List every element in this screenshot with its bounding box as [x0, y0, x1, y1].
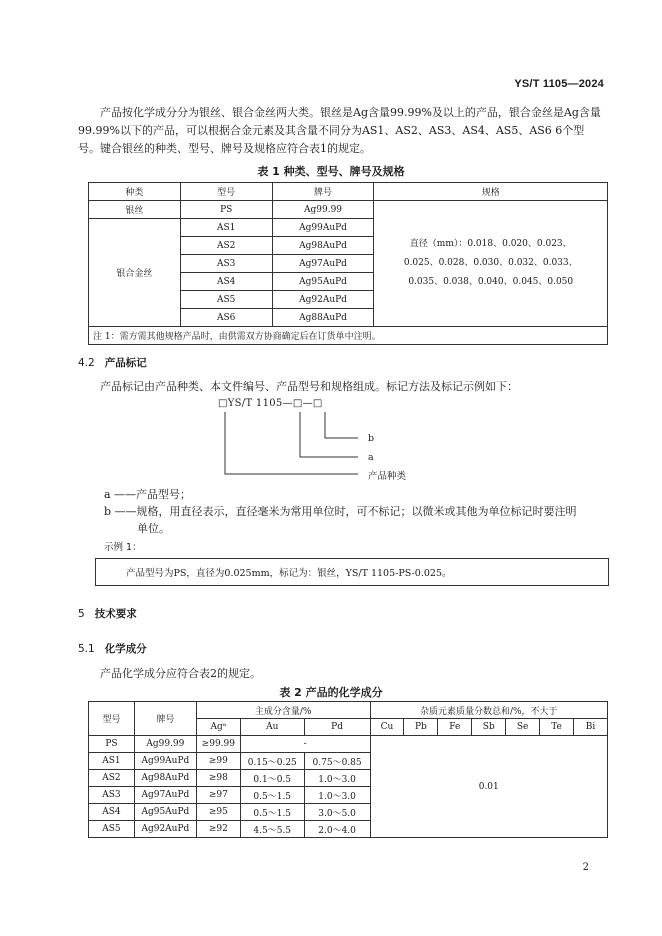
- table2-grade: Ag99.99: [134, 736, 196, 753]
- section-5-1-heading: [78, 641, 147, 656]
- diagram-label-kind: 产品种类: [368, 471, 407, 482]
- table2-pd: 0.75～0.85: [304, 753, 370, 770]
- table2-grade: Ag97AuPd: [134, 787, 196, 804]
- table2-ag: ≥99: [196, 753, 240, 770]
- table2-grade: Ag99AuPd: [134, 753, 196, 770]
- example-box: [95, 558, 609, 586]
- leader-line-b: [325, 412, 358, 438]
- table2-ag: ≥97: [196, 787, 240, 804]
- table2-col-se: Se: [506, 719, 540, 736]
- table1-title: 表 1 种类、型号、牌号及规格: [257, 165, 405, 178]
- standard-number: YS/T 1105—2024: [514, 78, 604, 90]
- section-number: 5.1: [78, 643, 95, 655]
- table2-title: 表 2 产品的化学成分: [279, 686, 383, 699]
- table2-au: 0.5～1.5: [240, 787, 304, 804]
- legend-a: a ——产品型号；: [104, 488, 192, 501]
- table2-model: AS4: [89, 804, 135, 821]
- table1-model: PS: [180, 201, 272, 219]
- table1-kind-silver: 银丝: [89, 201, 181, 219]
- table1-spec-cell: [374, 201, 608, 327]
- table2-au-pd-dash: -: [240, 736, 370, 753]
- table2-col-fe: Fe: [438, 719, 472, 736]
- table2-col-te: Te: [540, 719, 574, 736]
- table1-model: AS1: [180, 219, 272, 237]
- table1-grade: Ag98AuPd: [272, 237, 374, 255]
- mark-code: □YS/T 1105—□—□: [218, 398, 323, 409]
- table2-model: AS5: [89, 821, 135, 838]
- table1-grade: Ag88AuPd: [272, 309, 374, 327]
- table1-kind-alloy: 银合金丝: [89, 219, 181, 327]
- example-text: 产品型号为PS，直径为0.025mm，标记为：银丝，YS/T 1105-PS-0.025。: [126, 568, 452, 579]
- legend-b: b ——规格，用直径表示，直径毫米为常用单位时，可不标记；以微米或其他为单位标记时要注明: [104, 505, 577, 518]
- example-label: 示例 1：: [104, 542, 142, 553]
- table2-header-grade: 牌号: [134, 702, 196, 736]
- spec-line: 直径（mm）：0.018、0.020、0.023、: [409, 239, 572, 249]
- table1-header: 型号: [180, 183, 272, 201]
- table1-model: AS2: [180, 237, 272, 255]
- table2-col-sb: Sb: [472, 719, 506, 736]
- table1-grade: Ag99.99: [272, 201, 374, 219]
- table1-header-row: [89, 183, 608, 201]
- table2-header-main: 主成分含量/%: [196, 702, 370, 719]
- leader-line-kind: [225, 412, 358, 474]
- table2-ag: ≥99.99: [196, 736, 240, 753]
- table2-col-ag: Agᵃ: [196, 719, 240, 736]
- table2-col-pd: Pd: [304, 719, 370, 736]
- table2-pd: 1.0～3.0: [304, 787, 370, 804]
- table1-note: 注 1：需方需其他规格产品时，由供需双方协商确定后在订货单中注明。: [89, 327, 608, 345]
- table2-col-bi: Bi: [574, 719, 608, 736]
- diagram-label-b: b: [368, 433, 375, 444]
- table2-model: AS1: [89, 753, 135, 770]
- table1-header: 牌号: [272, 183, 374, 201]
- table2-au: 0.15～0.25: [240, 753, 304, 770]
- mark-paragraph: 产品标记由产品种类、本文件编号、产品型号和规格组成。标记方法及标记示例如下：: [100, 380, 518, 393]
- table2-ag: ≥92: [196, 821, 240, 838]
- table2: [88, 701, 608, 838]
- table2-header-impurity: 杂质元素质量分数总和/%，不大于: [370, 702, 608, 719]
- leader-line-a: [300, 412, 358, 457]
- table2-col-cu: Cu: [370, 719, 404, 736]
- table2-au: 4.5～5.5: [240, 821, 304, 838]
- table-row: [89, 201, 608, 219]
- table2-pd: 1.0～3.0: [304, 770, 370, 787]
- table1-note-row: [89, 327, 608, 345]
- section-title: 技术要求: [94, 608, 137, 620]
- diagram-label-a: a: [368, 452, 374, 463]
- table2-ag: ≥98: [196, 770, 240, 787]
- table1-model: AS6: [180, 309, 272, 327]
- spec-line: 0.025、0.028、0.030、0.032、0.033、: [403, 258, 578, 268]
- section-4-2-heading: [78, 355, 147, 370]
- table2-au: 0.1～0.5: [240, 770, 304, 787]
- table2-pd: 2.0～4.0: [304, 821, 370, 838]
- table2-impurity-value: 0.01: [370, 736, 608, 838]
- table1-grade: Ag95AuPd: [272, 273, 374, 291]
- section-title: 化学成分: [104, 643, 147, 655]
- table2-header-row: [89, 702, 608, 719]
- table2-au: 0.5～1.5: [240, 804, 304, 821]
- section-number: 5: [78, 608, 85, 620]
- table1-grade: Ag97AuPd: [272, 255, 374, 273]
- table2-col-au: Au: [240, 719, 304, 736]
- legend-b-continuation: 单位。: [137, 522, 170, 535]
- page-number: 2: [582, 862, 589, 873]
- table2-grade: Ag92AuPd: [134, 821, 196, 838]
- section-number: 4.2: [78, 357, 95, 369]
- section-5-heading: [78, 606, 137, 621]
- table2-header-model: 型号: [89, 702, 135, 736]
- table2-ag: ≥95: [196, 804, 240, 821]
- table2-model: AS2: [89, 770, 135, 787]
- chem-paragraph: 产品化学成分应符合表2的规定。: [100, 667, 261, 680]
- table1: [88, 182, 608, 345]
- section-title: 产品标记: [104, 357, 147, 369]
- table2-grade: Ag98AuPd: [134, 770, 196, 787]
- table2-model: PS: [89, 736, 135, 753]
- table2-pd: 3.0～5.0: [304, 804, 370, 821]
- table2-model: AS3: [89, 787, 135, 804]
- table1-header: 规格: [374, 183, 608, 201]
- table-row: [89, 736, 608, 753]
- table2-col-pb: Pb: [404, 719, 438, 736]
- table1-model: AS3: [180, 255, 272, 273]
- table1-header: 种类: [89, 183, 181, 201]
- table2-grade: Ag95AuPd: [134, 804, 196, 821]
- table1-model: AS4: [180, 273, 272, 291]
- intro-paragraph: 产品按化学成分分为银丝、银合金丝两大类。银丝是Ag含量99.99%及以上的产品，银合金丝是Ag含量99.99%以下的产品，可以根据合金元素及其含量不同分为AS1、AS2、AS3、AS4、AS5、AS6 6个型号。键合银丝的种类、型号、牌号及规格应符合表1的规定。: [78, 106, 601, 155]
- spec-line: 0.035、0.038、0.040、0.045、0.050: [408, 277, 574, 287]
- table1-grade: Ag92AuPd: [272, 291, 374, 309]
- table1-model: AS5: [180, 291, 272, 309]
- table1-grade: Ag99AuPd: [272, 219, 374, 237]
